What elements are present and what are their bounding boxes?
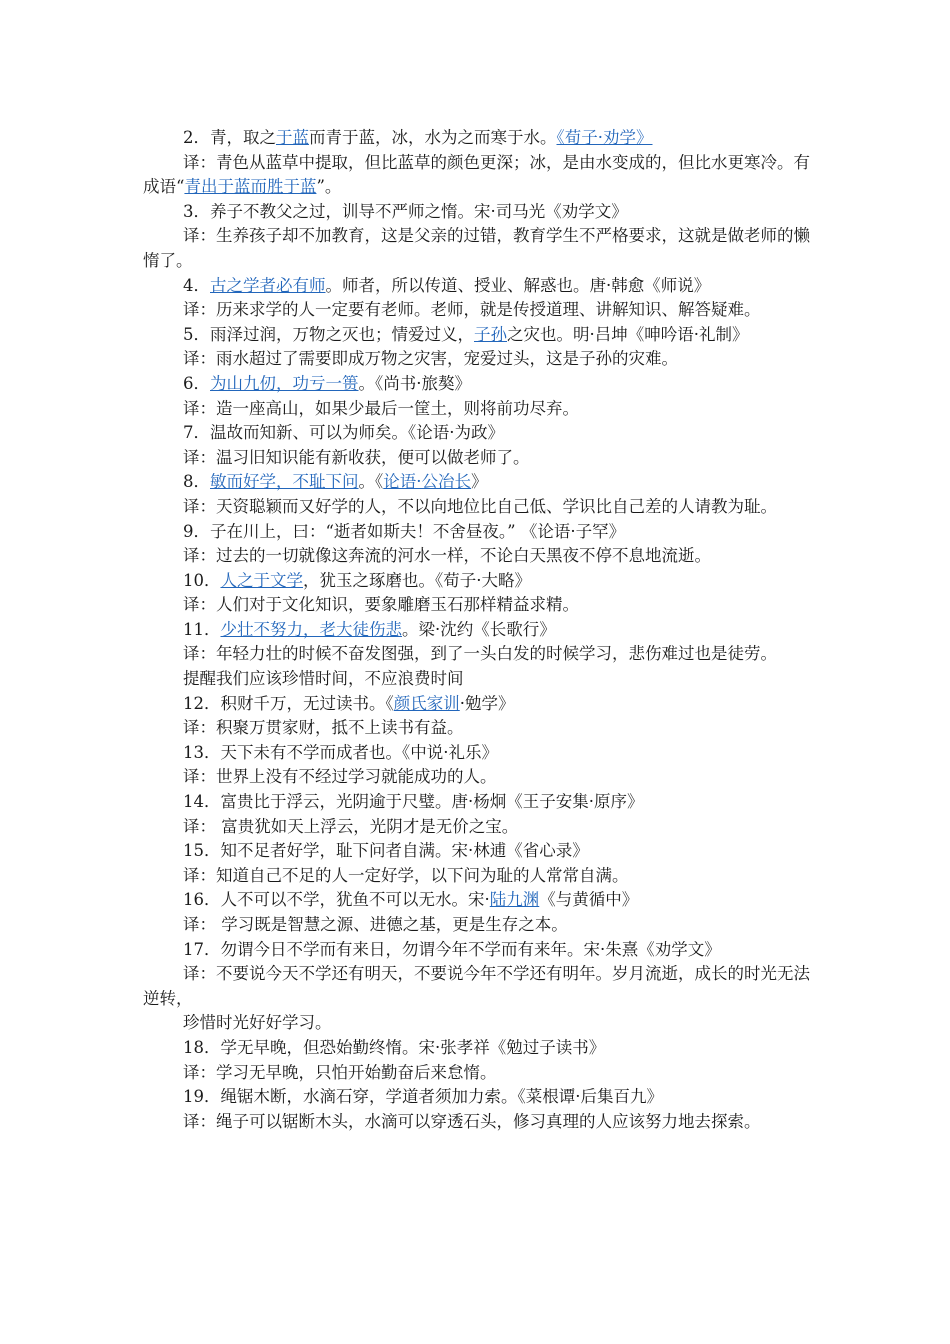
text-run: 译：知道自己不足的人一定好学，以下问为耻的人常常自满。 [183, 865, 629, 885]
paragraph [143, 151, 813, 200]
paragraph [143, 864, 813, 889]
paragraph [143, 126, 813, 151]
document-body [143, 126, 813, 1134]
text-run: 而青于蓝，冰，水为之而寒于水。 [309, 128, 557, 147]
paragraph [143, 421, 813, 446]
text-run: 4． [183, 275, 210, 295]
text-run: 12．积财千万，无过读书。《 [183, 693, 394, 713]
paragraph [143, 1085, 813, 1110]
paragraph [143, 1110, 813, 1135]
paragraph [143, 298, 813, 323]
text-run: ”。 [316, 177, 342, 197]
text-run: 译：造一座高山，如果少最后一筐土，则将前功尽弃。 [183, 398, 579, 418]
text-run: 译：雨水超过了需要即成万物之灾害，宠爱过头，这是子孙的灾难。 [183, 349, 678, 369]
hyperlink[interactable]: 敏而好学，不耻下问 [210, 472, 359, 492]
text-run: 5．雨泽过润，万物之灭也；情爱过义， [183, 324, 474, 344]
paragraph [143, 962, 813, 1011]
paragraph [143, 446, 813, 471]
text-run: 译：青色从蓝草中提取，但比蓝草的颜色更深；冰，是由水变成的，但比水更寒冷。有成语“ [143, 152, 810, 197]
text-run: 8． [183, 472, 210, 492]
text-run: 。《尚书·旅獒》 [358, 373, 471, 393]
hyperlink[interactable]: 少壮不努力，老大徒伤悲 [220, 619, 402, 639]
paragraph [143, 274, 813, 299]
text-run: 16．人不可以不学，犹鱼不可以无水。宋· [183, 890, 490, 910]
text-run: 15．知不足者好学，耻下问者自满。宋·林逋《省心录》 [183, 841, 589, 861]
paragraph [143, 765, 813, 790]
paragraph [143, 1061, 813, 1086]
paragraph [143, 1011, 813, 1036]
text-run: ，犹玉之琢磨也。《荀子·大略》 [303, 570, 531, 590]
paragraph [143, 397, 813, 422]
text-run: 18．学无早晚，但恐始勤终惰。宋·张孝祥《勉过子读书》 [183, 1037, 606, 1057]
text-run: 译： 学习既是智慧之源、进德之基，更是生存之本。 [183, 915, 568, 934]
text-run: 提醒我们应该珍惜时间，不应浪费时间 [183, 669, 464, 689]
paragraph [143, 470, 813, 495]
paragraph [143, 888, 813, 913]
text-run: 7．温故而知新、可以为师矣。《论语·为政》 [183, 423, 504, 443]
hyperlink[interactable]: 《荀子·劝学》 [556, 128, 653, 147]
text-run: 译：学习无早晚，只怕开始勤奋后来怠惰。 [183, 1062, 497, 1082]
text-run: 译： 富贵犹如天上浮云，光阴才是无价之宝。 [183, 816, 519, 836]
text-run: 2．青，取之 [183, 128, 276, 147]
text-run: 10． [183, 570, 221, 590]
text-run: 译：绳子可以锯断木头，水滴可以穿透石头，修习真理的人应该努力地去探索。 [183, 1111, 761, 1131]
hyperlink[interactable]: 青出于蓝而胜于蓝 [184, 177, 317, 197]
text-run: 》 [471, 472, 488, 492]
text-run: 。梁·沈约《长歌行》 [402, 619, 556, 639]
paragraph [143, 839, 813, 864]
paragraph [143, 593, 813, 618]
hyperlink[interactable]: 论语·公冶长 [383, 472, 471, 492]
text-run: 译：人们对于文化知识，要象雕磨玉石那样精益求精。 [183, 595, 579, 615]
text-run: 13．天下未有不学而成者也。《中说·礼乐》 [183, 742, 498, 762]
text-run: 珍惜时光好好学习。 [183, 1013, 332, 1033]
text-run: 译：历来求学的人一定要有老师。老师，就是传授道理、讲解知识、解答疑难。 [183, 300, 761, 320]
hyperlink[interactable]: 陆九渊 [489, 890, 540, 910]
paragraph [143, 495, 813, 520]
paragraph [143, 200, 813, 225]
paragraph [143, 372, 813, 397]
text-run: 译：过去的一切就像这奔流的河水一样，不论白天黑夜不停不息地流逝。 [183, 546, 711, 566]
hyperlink[interactable]: 为山九仞，功亏一篑 [210, 373, 359, 393]
hyperlink[interactable]: 古之学者必有师 [210, 275, 326, 295]
text-run: 14．富贵比于浮云，光阴逾于尺璧。唐·杨炯《王子安集·原序》 [183, 792, 644, 812]
text-run: 译：年轻力壮的时候不奋发图强，到了一头白发的时候学习，悲伤难过也是徒劳。 [183, 644, 777, 664]
paragraph [143, 716, 813, 741]
paragraph [143, 569, 813, 594]
text-run: 19．绳锯木断，水滴石穿，学道者须加力索。《菜根谭·后集百九》 [183, 1087, 663, 1107]
paragraph [143, 544, 813, 569]
text-run: 《与黄循中》 [539, 890, 639, 910]
text-run: 译：生养孩子却不加教育，这是父亲的过错，教育学生不严格要求，这就是做老师的懒惰了。 [143, 226, 810, 270]
text-run: 11． [183, 619, 221, 639]
text-run: 译：不要说今天不学还有明天，不要说今年不学还有明年。岁月流逝，成长的时光无法逆转， [143, 964, 810, 1008]
paragraph [143, 790, 813, 815]
paragraph [143, 618, 813, 643]
text-run: 译：积聚万贯家财，抵不上读书有益。 [183, 718, 464, 738]
paragraph [143, 913, 813, 938]
paragraph [143, 667, 813, 692]
text-run: 。《 [358, 472, 384, 492]
text-run: 之灾也。明·吕坤《呻吟语·礼制》 [507, 324, 749, 344]
paragraph [143, 520, 813, 545]
text-run: 17．勿谓今日不学而有来日，勿谓今年不学而有来年。宋·朱熹《劝学文》 [183, 939, 721, 959]
paragraph [143, 692, 813, 717]
text-run: ·勉学》 [459, 693, 515, 713]
text-run: 译：天资聪颖而又好学的人，不以向地位比自己低、学识比自己差的人请教为耻。 [183, 496, 777, 516]
text-run: 译：世界上没有不经过学习就能成功的人。 [183, 767, 497, 787]
paragraph [143, 224, 813, 273]
paragraph [143, 1036, 813, 1061]
hyperlink[interactable]: 颜氏家训 [393, 693, 460, 713]
paragraph [143, 642, 813, 667]
paragraph [143, 741, 813, 766]
text-run: 9．子在川上，曰：“逝者如斯夫！不舍昼夜。” 《论语·子罕》 [183, 521, 626, 541]
paragraph [143, 323, 813, 348]
paragraph [143, 938, 813, 963]
paragraph [143, 815, 813, 840]
hyperlink[interactable]: 子孙 [474, 324, 507, 344]
hyperlink[interactable]: 人之于文学 [220, 570, 303, 590]
text-run: 6． [183, 373, 210, 393]
paragraph [143, 347, 813, 372]
hyperlink[interactable]: 于蓝 [276, 128, 309, 147]
text-run: 译：温习旧知识能有新收获，便可以做老师了。 [183, 447, 530, 467]
text-run: 3．养子不教父之过，训导不严师之惰。宋·司马光《劝学文》 [183, 201, 628, 221]
text-run: 。师者，所以传道、授业、解惑也。唐·韩愈《师说》 [325, 275, 711, 295]
